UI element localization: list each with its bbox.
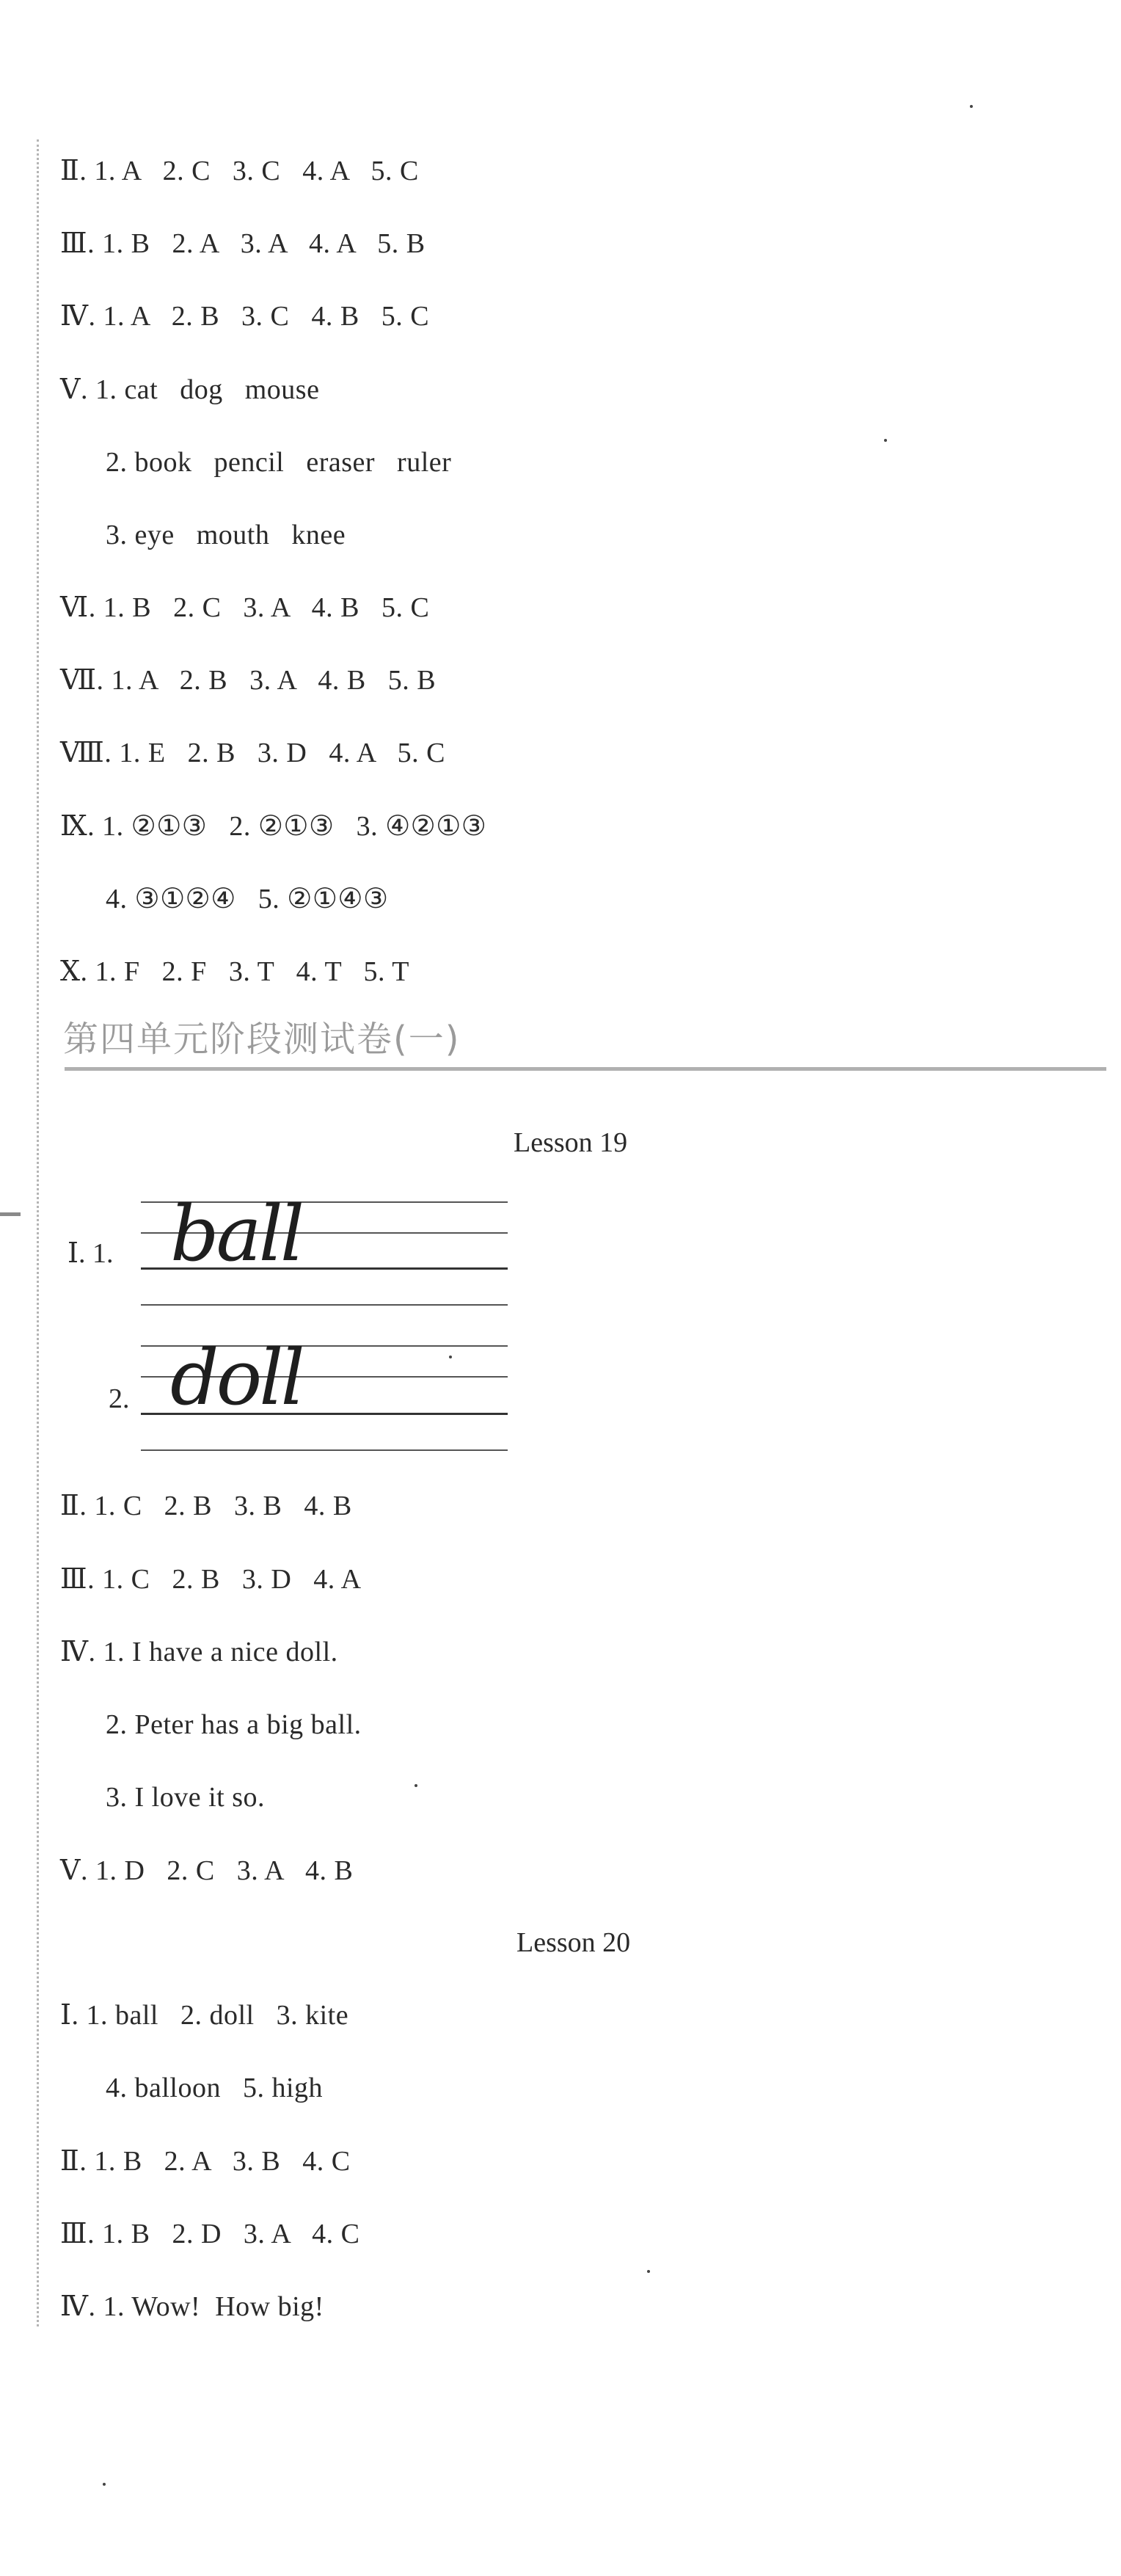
answer-line: 3. I love it so. (106, 1782, 265, 1813)
lesson-19-heading: Lesson 19 (514, 1127, 628, 1158)
ruled-line (141, 1304, 508, 1306)
answer-line: 2. Peter has a big ball. (106, 1709, 362, 1740)
margin-dotted-line (37, 139, 39, 2326)
margin-mark (0, 1212, 21, 1216)
answer-line: Ⅶ. 1. A 2. B 3. A 4. B 5. B (60, 665, 437, 696)
scan-speck (415, 1784, 417, 1787)
section-title: 第四单元阶段测试卷(一) (63, 1019, 461, 1060)
answer-line: 3. eye mouth knee (106, 520, 346, 550)
answer-line: Ⅲ. 1. C 2. B 3. D 4. A (60, 1564, 362, 1595)
scan-speck (970, 105, 973, 108)
answer-line: Ⅲ. 1. B 2. A 3. A 4. A 5. B (60, 228, 426, 259)
answer-line: Ⅳ. 1. A 2. B 3. C 4. B 5. C (60, 301, 430, 332)
handwritten-word-doll: doll (170, 1333, 302, 1422)
answer-line: Ⅸ. 1. ②①③ 2. ②①③ 3. ④②①③ (60, 811, 487, 842)
handwriting-label-2: 2. (109, 1383, 130, 1414)
answer-line: 4. ③①②④ 5. ②①④③ (106, 884, 389, 914)
scan-speck (647, 2270, 650, 2273)
scan-speck (103, 2483, 106, 2486)
handwriting-label-1: Ⅰ. 1. (67, 1238, 114, 1269)
answer-line: Ⅱ. 1. A 2. C 3. C 4. A 5. C (60, 156, 419, 186)
lesson-20-heading: Lesson 20 (516, 1927, 631, 1958)
answer-line: Ⅱ. 1. B 2. A 3. B 4. C (60, 2146, 351, 2177)
answer-line: Ⅲ. 1. B 2. D 3. A 4. C (60, 2219, 360, 2249)
section-divider (65, 1067, 1106, 1071)
answer-line: Ⅳ. 1. I have a nice doll. (60, 1637, 338, 1667)
ruled-line (141, 1449, 508, 1451)
answer-line: 4. balloon 5. high (106, 2073, 324, 2103)
answer-line: Ⅳ. 1. Wow! How big! (60, 2291, 324, 2322)
handwriting-exercise (60, 1185, 530, 1464)
answer-line: 2. book pencil eraser ruler (106, 447, 452, 478)
answer-line: Ⅱ. 1. C 2. B 3. B 4. B (60, 1491, 352, 1521)
handwritten-word-ball: ball (170, 1189, 302, 1278)
answer-line: Ⅰ. 1. ball 2. doll 3. kite (60, 2000, 349, 2031)
answer-line: Ⅴ. 1. D 2. C 3. A 4. B (60, 1855, 354, 1886)
answer-line: Ⅷ. 1. E 2. B 3. D 4. A 5. C (60, 738, 445, 768)
scan-speck (449, 1356, 452, 1358)
scan-speck (884, 439, 887, 442)
answer-line: Ⅴ. 1. cat dog mouse (60, 374, 320, 405)
answer-line: Ⅹ. 1. F 2. F 3. T 4. T 5. T (60, 956, 410, 987)
answer-line: Ⅵ. 1. B 2. C 3. A 4. B 5. C (60, 592, 430, 623)
